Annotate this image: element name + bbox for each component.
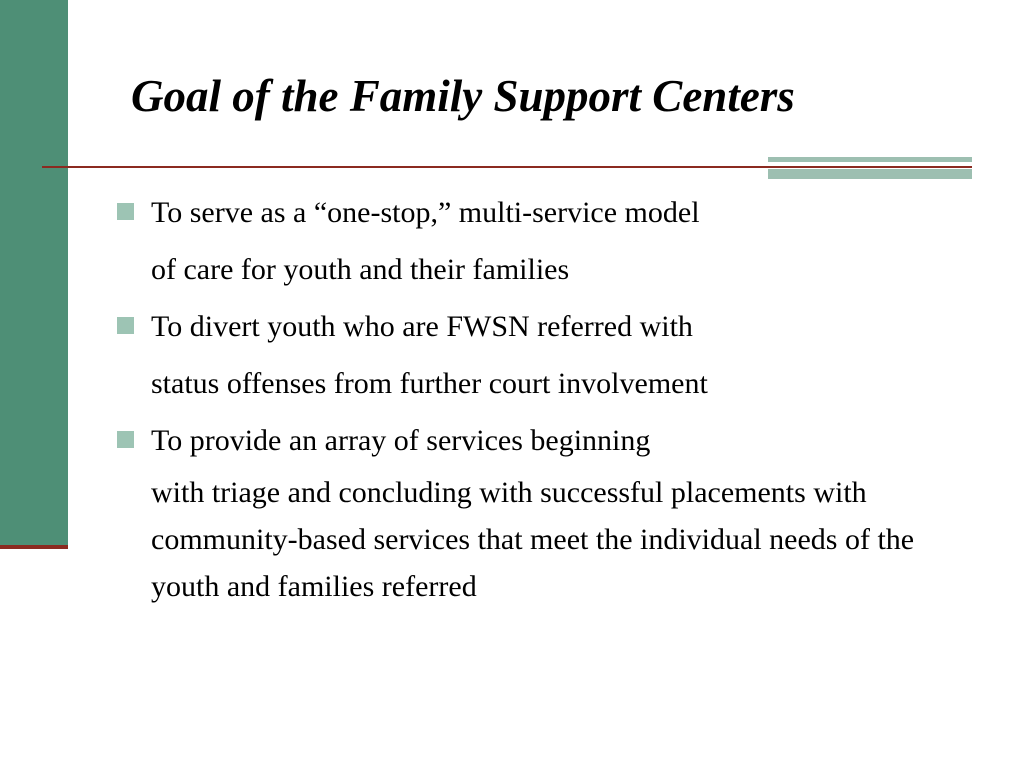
left-accent-bar <box>0 0 68 545</box>
bullet-text-line: status offenses from further court involvement <box>151 367 708 400</box>
square-bullet-icon <box>117 431 134 448</box>
slide-title: Goal of the Family Support Centers <box>131 71 795 121</box>
bullet-text-paragraph: with triage and concluding with successful placements with community-based services that meet the individual needs of the youth and families referred <box>151 476 915 603</box>
bullet-item-one-stop <box>117 184 997 298</box>
decorative-stripes <box>768 157 972 179</box>
square-bullet-icon <box>117 317 134 334</box>
bullet-text-line: To serve as a “one-stop,” multi-service model <box>151 196 700 229</box>
left-accent-rule <box>0 545 68 549</box>
bullet-item-divert-youth <box>117 298 997 412</box>
square-bullet-icon <box>117 203 134 220</box>
bullet-text-line: of care for youth and their families <box>151 253 570 286</box>
bullet-list <box>117 184 997 610</box>
decorative-stripe-bottom <box>768 169 972 179</box>
bullet-item-array-of-services <box>117 412 997 610</box>
decorative-stripe-top <box>768 157 972 162</box>
bullet-text-line: To provide an array of services beginning <box>151 424 651 457</box>
bullet-text-line: To divert youth who are FWSN referred with <box>151 310 693 343</box>
